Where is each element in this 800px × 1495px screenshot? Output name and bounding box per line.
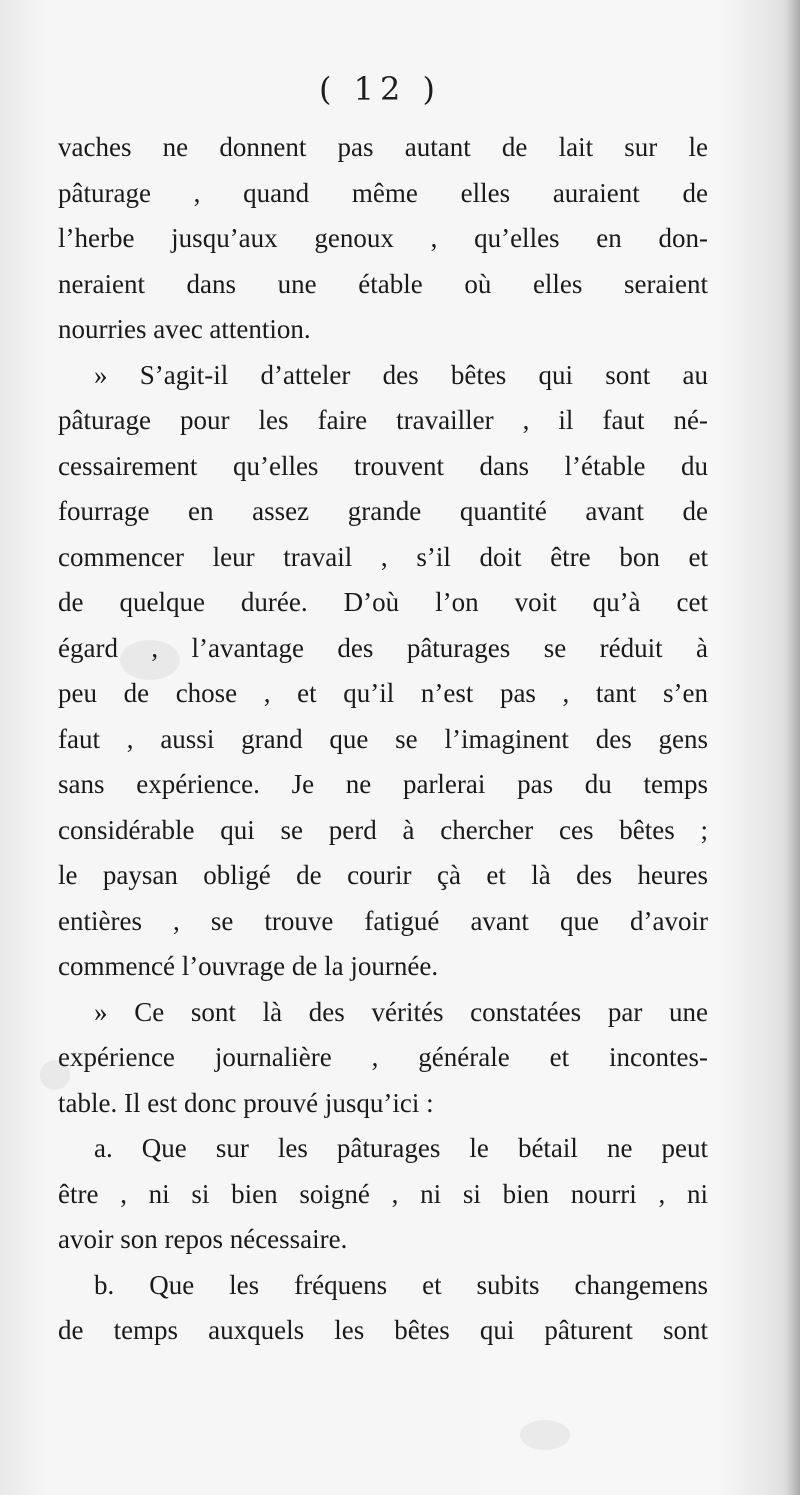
text-line: vaches ne donnent pas autant de lait sur le [58, 132, 708, 162]
page-edge-shadow [786, 0, 800, 1495]
text-line: » Ce sont là des vérités constatées par une [94, 996, 708, 1027]
text-line: commencer leur travail , s’il doit être bon et [58, 541, 708, 572]
text-line: a. Que sur les pâturages le bétail ne peut [94, 1133, 708, 1163]
text-line: table. Il est donc prouvé jusqu’ici : [58, 1087, 434, 1118]
text-line: entières , se trouve fatigué avant que d’avoir [58, 905, 708, 936]
text-line: peu de chose , et qu’il n’est pas , tant s’en [58, 678, 708, 708]
text-line: de temps auxquels les bêtes qui pâturent sont [58, 1315, 708, 1345]
text-line: avoir son repos nécessaire. [58, 1224, 348, 1254]
text-line: le paysan obligé de courir çà et là des heures [58, 860, 708, 890]
text-line: sans expérience. Je ne parlerai pas du temps [58, 769, 708, 799]
text-line: b. Que les fréquens et subits changemens [94, 1269, 708, 1300]
text-line: cessairement qu’elles trouvent dans l’étable du [58, 450, 708, 481]
text-line: fourrage en assez grande quantité avant de [58, 496, 708, 526]
text-line: égard , l’avantage des pâturages se réduit à [58, 632, 708, 663]
text-line: pâturage pour les faire travailler , il faut né- [58, 405, 708, 435]
paper-stain [520, 1420, 570, 1450]
text-line: considérable qui se perd à chercher ces bêtes ; [58, 814, 708, 845]
text-line: nourries avec attention. [58, 314, 311, 344]
text-line: faut , aussi grand que se l’imaginent des gens [58, 723, 708, 754]
text-line: expérience journalière , générale et incontes- [58, 1042, 708, 1072]
text-line: commencé l’ouvrage de la journée. [58, 951, 439, 981]
text-line: être , ni si bien soigné , ni si bien nourri , ni [58, 1178, 708, 1209]
text-line: de quelque durée. D’où l’on voit qu’à cet [58, 587, 708, 617]
page-number: ( 12 ) [318, 70, 442, 108]
text-line: l’herbe jusqu’aux genoux , qu’elles en don- [58, 223, 708, 253]
text-line: » S’agit-il d’atteler des bêtes qui sont au [94, 359, 708, 390]
body-text [58, 125, 708, 1354]
text-line: neraient dans une étable où elles seraient [58, 268, 708, 299]
text-line: pâturage , quand même elles auraient de [58, 177, 708, 208]
